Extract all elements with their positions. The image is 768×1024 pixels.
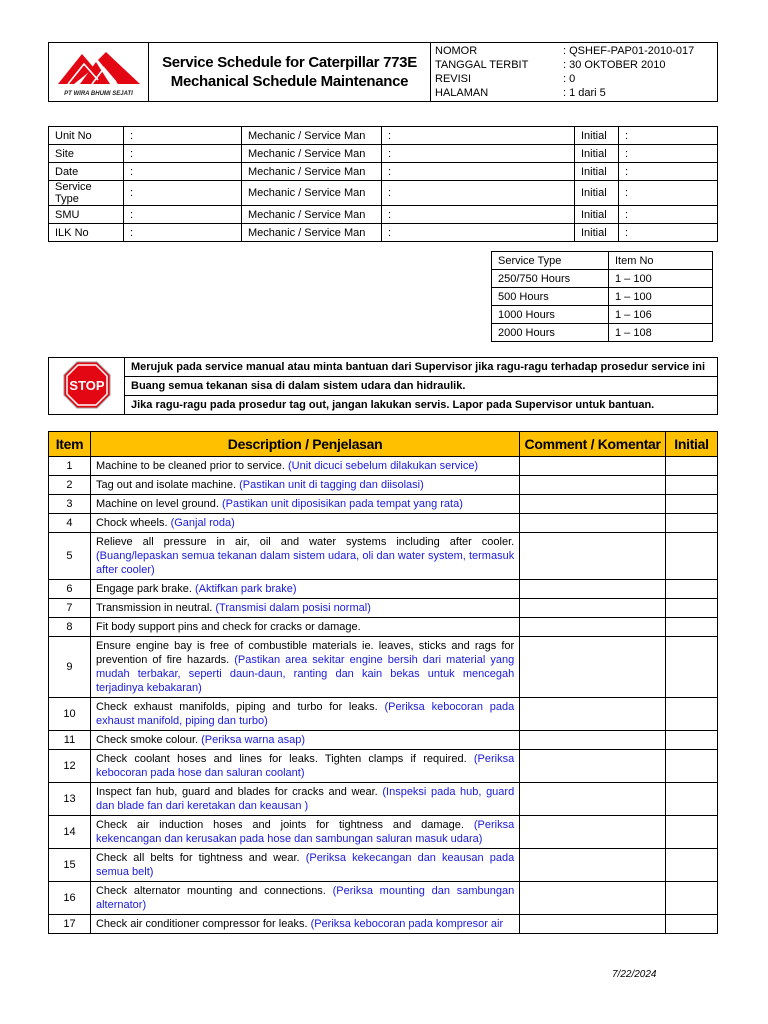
initial-field[interactable] (666, 882, 718, 915)
info-label: SMU (49, 206, 124, 224)
item-number: 9 (49, 637, 91, 698)
service-type-row (492, 270, 713, 288)
item-description (90, 816, 519, 849)
comment-field[interactable] (520, 849, 666, 882)
item-description (90, 750, 519, 783)
item-description (90, 618, 519, 637)
item-description (90, 457, 519, 476)
description-id: (Unit dicuci sebelum dilakukan service) (287, 460, 479, 472)
footer-date: 7/22/2024 (612, 969, 657, 980)
item-description (90, 514, 519, 533)
service-type-cell: 500 Hours (492, 288, 609, 306)
info-value-field[interactable]: : (124, 127, 242, 145)
checklist-row (49, 618, 718, 637)
description-id: (Buang/lepaskan semua tekanan dalam sistem udara, oli dan water system, termasuk after cooler) (95, 550, 515, 576)
info-label: Unit No (49, 127, 124, 145)
stop-warning-table (48, 357, 718, 415)
description-id: (Periksa mounting dan sambungan alternator) (95, 885, 515, 911)
service-type-cell: 1000 Hours (492, 306, 609, 324)
item-number: 6 (49, 580, 91, 599)
description-en: Check alternator mounting and connections. (95, 885, 326, 897)
description-en: Tag out and isolate machine. (95, 479, 237, 491)
info-row (49, 224, 718, 242)
document-header (48, 42, 718, 102)
item-column-header: Item (49, 432, 91, 457)
info-value-field[interactable]: : (124, 224, 242, 242)
description-id: (Pastikan unit di tagging dan diisolasi) (239, 479, 424, 491)
item-description (90, 495, 519, 514)
item-number: 16 (49, 882, 91, 915)
comment-field[interactable] (520, 783, 666, 816)
description-en: Chock wheels. (95, 517, 168, 529)
initial-label: Initial (575, 163, 619, 181)
info-row (49, 163, 718, 181)
mechanic-label: Mechanic / Service Man (242, 163, 382, 181)
mechanic-label: Mechanic / Service Man (242, 127, 382, 145)
description-id: (Periksa kebocoran pada kompresor air (310, 918, 504, 930)
item-description (90, 476, 519, 495)
service-type-cell: 250/750 Hours (492, 270, 609, 288)
comment-field[interactable] (520, 882, 666, 915)
initial-column-header: Initial (666, 432, 718, 457)
company-name: PT WIRA BHUMI SEJATI (64, 90, 133, 97)
mechanic-value-field[interactable]: : (382, 163, 575, 181)
stop-line: Buang semua tekanan sisa di dalam sistem udara dan hidraulik. (125, 377, 718, 396)
item-number: 13 (49, 783, 91, 816)
comment-field[interactable] (520, 514, 666, 533)
initial-field[interactable] (666, 580, 718, 599)
checklist-row (49, 514, 718, 533)
item-number: 3 (49, 495, 91, 514)
description-id: (Ganjal roda) (170, 517, 235, 529)
initial-field[interactable] (666, 816, 718, 849)
checklist-row (49, 495, 718, 514)
comment-field[interactable] (520, 580, 666, 599)
checklist-row (49, 783, 718, 816)
company-logo (49, 43, 149, 102)
service-type-header-row (492, 252, 713, 270)
comment-field[interactable] (520, 533, 666, 580)
initial-field[interactable] (666, 783, 718, 816)
initial-field[interactable] (666, 731, 718, 750)
mechanic-value-field[interactable]: : (382, 181, 575, 206)
service-type-header: Service Type (492, 252, 609, 270)
description-id: (Transmisi dalam posisi normal) (215, 602, 371, 614)
item-range-cell: 1 – 106 (609, 306, 713, 324)
description-id: (Pastikan area sekitar engine bersih dari material yang mudah terbakar, seperti daun-daun, ranting dan kain bekas untuk mencegah terjadinya kebakaran) (95, 654, 515, 694)
checklist-row (49, 731, 718, 750)
description-en: Inspect fan hub, guard and blades for cracks and wear. (95, 786, 378, 798)
document-title (149, 43, 431, 102)
item-number: 8 (49, 618, 91, 637)
info-value-field[interactable]: : (124, 181, 242, 206)
document-meta (431, 43, 718, 102)
info-label: Site (49, 145, 124, 163)
item-number: 7 (49, 599, 91, 618)
initial-field[interactable] (666, 514, 718, 533)
comment-field[interactable] (520, 698, 666, 731)
item-description (90, 783, 519, 816)
description-en: Machine to be cleaned prior to service. (95, 460, 285, 472)
mechanic-label: Mechanic / Service Man (242, 145, 382, 163)
service-type-row (492, 288, 713, 306)
initial-field[interactable] (666, 618, 718, 637)
mechanic-label: Mechanic / Service Man (242, 224, 382, 242)
checklist-row (49, 882, 718, 915)
initial-field[interactable] (666, 915, 718, 934)
item-number: 1 (49, 457, 91, 476)
stop-sign-icon (62, 360, 112, 410)
comment-field[interactable] (520, 750, 666, 783)
info-value-field[interactable]: : (124, 163, 242, 181)
comment-field[interactable] (520, 637, 666, 698)
mechanic-value-field[interactable]: : (382, 224, 575, 242)
initial-label: Initial (575, 127, 619, 145)
checklist-row (49, 476, 718, 495)
title-line-2: Mechanical Schedule Maintenance (170, 73, 409, 90)
initial-value-field[interactable]: : (619, 206, 718, 224)
meta-row: TANGGAL TERBIT : 30 OKTOBER 2010 (435, 59, 666, 71)
item-range-cell: 1 – 100 (609, 270, 713, 288)
item-description (90, 882, 519, 915)
item-description (90, 599, 519, 618)
description-id: (Periksa warna asap) (201, 734, 306, 746)
description-id: (Periksa kekencangan dan kerusakan pada hose dan sambungan saluran masuk udara) (95, 819, 515, 845)
checklist-row (49, 580, 718, 599)
initial-value-field[interactable]: : (619, 181, 718, 206)
initial-field[interactable] (666, 698, 718, 731)
meta-row: REVISI : 0 (435, 73, 576, 85)
info-value-field[interactable]: : (124, 145, 242, 163)
item-number: 4 (49, 514, 91, 533)
item-description (90, 849, 519, 882)
item-number: 10 (49, 698, 91, 731)
description-en: Check coolant hoses and lines for leaks. Tighten clamps if required. (95, 753, 467, 765)
meta-row: HALAMAN : 1 dari 5 (435, 87, 606, 99)
item-number: 12 (49, 750, 91, 783)
info-row (49, 127, 718, 145)
description-en: Transmission in neutral. (95, 602, 213, 614)
info-row (49, 181, 718, 206)
initial-value-field[interactable]: : (619, 224, 718, 242)
description-id: (Periksa kekecangan dan keausan pada semua belt) (95, 852, 515, 878)
comment-field[interactable] (520, 816, 666, 849)
item-description (90, 915, 519, 934)
service-type-cell: 2000 Hours (492, 324, 609, 342)
stop-sign-text: STOP (68, 377, 105, 393)
checklist-row (49, 457, 718, 476)
description-id: (Inspeksi pada hub, guard dan blade fan dari keretakan dan keausan ) (95, 786, 515, 812)
comment-field[interactable] (520, 599, 666, 618)
item-number: 11 (49, 731, 91, 750)
unit-info-table (48, 126, 718, 242)
service-type-row (492, 324, 713, 342)
initial-label: Initial (575, 206, 619, 224)
initial-label: Initial (575, 181, 619, 206)
comment-field[interactable] (520, 915, 666, 934)
service-type-table (491, 251, 713, 342)
description-en: Check exhaust manifolds, piping and turbo for leaks. (95, 701, 378, 713)
mechanic-value-field[interactable]: : (382, 206, 575, 224)
comment-field[interactable] (520, 731, 666, 750)
comment-field[interactable] (520, 457, 666, 476)
initial-label: Initial (575, 145, 619, 163)
stop-sign (49, 358, 125, 415)
checklist-row (49, 915, 718, 934)
description-en: Fit body support pins and check for cracks or damage. (95, 621, 361, 633)
item-description (90, 731, 519, 750)
initial-value-field[interactable]: : (619, 163, 718, 181)
initial-label: Initial (575, 224, 619, 242)
item-range-cell: 1 – 100 (609, 288, 713, 306)
info-row (49, 206, 718, 224)
info-label: Date (49, 163, 124, 181)
description-en: Check air conditioner compressor for leaks. (95, 918, 308, 930)
stop-line: Merujuk pada service manual atau minta bantuan dari Supervisor jika ragu-ragu terhadap prosedur service ini (125, 358, 718, 377)
checklist-row (49, 849, 718, 882)
info-label: ILK No (49, 224, 124, 242)
info-row (49, 145, 718, 163)
mechanic-label: Mechanic / Service Man (242, 181, 382, 206)
meta-row: NOMOR : QSHEF-PAP01-2010-017 (435, 45, 695, 57)
item-description (90, 580, 519, 599)
item-number: 2 (49, 476, 91, 495)
comment-field[interactable] (520, 476, 666, 495)
comment-field[interactable] (520, 495, 666, 514)
item-range-cell: 1 – 108 (609, 324, 713, 342)
mechanic-value-field[interactable]: : (382, 145, 575, 163)
item-description (90, 533, 519, 580)
item-number: 5 (49, 533, 91, 580)
initial-field[interactable] (666, 599, 718, 618)
initial-field[interactable] (666, 533, 718, 580)
item-number: 14 (49, 816, 91, 849)
description-id: (Periksa kebocoran pada hose dan saluran coolant) (95, 753, 515, 779)
info-label: Service Type (49, 181, 124, 206)
description-en: Relieve all pressure in air, oil and water systems including after cooler. (95, 536, 515, 548)
initial-value-field[interactable]: : (619, 127, 718, 145)
description-column-header: Description / Penjelasan (90, 432, 519, 457)
description-id: (Periksa kebocoran pada exhaust manifold, piping dan turbo) (95, 701, 515, 727)
checklist-row (49, 750, 718, 783)
mechanic-value-field[interactable]: : (382, 127, 575, 145)
service-type-row (492, 306, 713, 324)
item-no-header: Item No (609, 252, 713, 270)
description-en: Ensure engine bay is free of combustible materials ie. leaves, sticks and rags for prevention of fire hazards. (95, 640, 515, 666)
comment-column-header: Comment / Komentar (520, 432, 666, 457)
item-number: 15 (49, 849, 91, 882)
description-id: (Aktifkan park brake) (195, 583, 297, 595)
initial-field[interactable] (666, 495, 718, 514)
description-id: (Pastikan unit diposisikan pada tempat yang rata) (221, 498, 463, 510)
checklist-row (49, 698, 718, 731)
initial-field[interactable] (666, 457, 718, 476)
initial-field[interactable] (666, 849, 718, 882)
checklist-row (49, 533, 718, 580)
initial-value-field[interactable]: : (619, 145, 718, 163)
comment-field[interactable] (520, 618, 666, 637)
checklist-row (49, 637, 718, 698)
item-description (90, 698, 519, 731)
description-en: Check smoke colour. (95, 734, 199, 746)
stop-line: Jika ragu-ragu pada prosedur tag out, jangan lakukan servis. Lapor pada Supervisor untuk bantuan. (125, 396, 718, 415)
description-en: Machine on level ground. (95, 498, 219, 510)
mechanic-label: Mechanic / Service Man (242, 206, 382, 224)
initial-field[interactable] (666, 637, 718, 698)
description-en: Check all belts for tightness and wear. (95, 852, 300, 864)
item-description (90, 637, 519, 698)
title-line-1: Service Schedule for Caterpillar 773E (162, 54, 417, 71)
description-en: Check air induction hoses and joints for tightness and damage. (95, 819, 464, 831)
initial-field[interactable] (666, 750, 718, 783)
description-en: Engage park brake. (95, 583, 192, 595)
maintenance-checklist-table (48, 431, 718, 934)
checklist-header-row (49, 432, 718, 457)
checklist-row (49, 599, 718, 618)
item-number: 17 (49, 915, 91, 934)
initial-field[interactable] (666, 476, 718, 495)
wbs-logo-icon (54, 48, 144, 90)
checklist-row (49, 816, 718, 849)
info-value-field[interactable]: : (124, 206, 242, 224)
